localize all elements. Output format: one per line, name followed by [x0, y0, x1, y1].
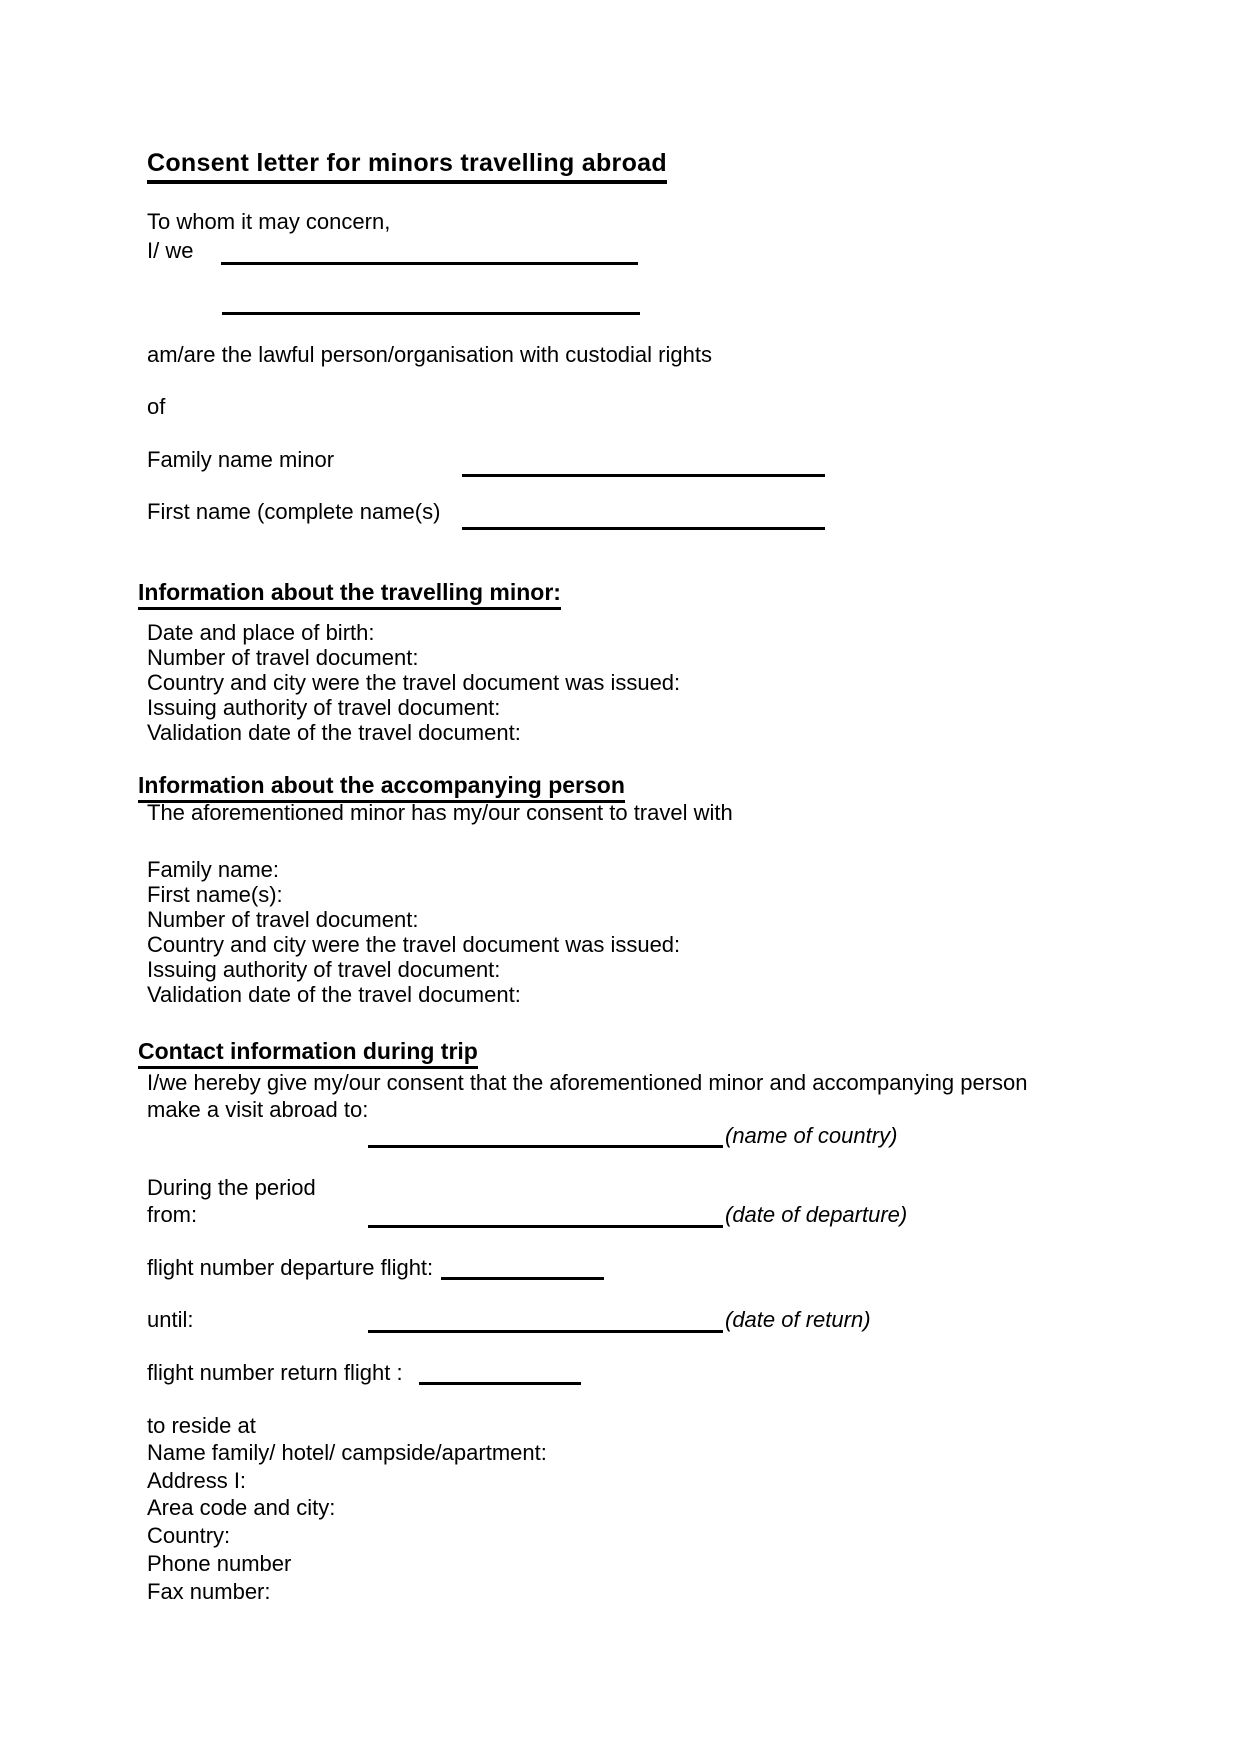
accompanying-intro: The aforementioned minor has my/our consent to travel with	[147, 800, 733, 825]
until-label: until:	[147, 1307, 194, 1332]
accompanying-person-heading: Information about the accompanying person	[138, 773, 625, 803]
travelling-minor-heading: Information about the travelling minor:	[138, 580, 561, 610]
return-flight-label: flight number return flight :	[147, 1360, 403, 1385]
residence-field-line: Name family/ hotel/ campside/apartment:	[147, 1440, 547, 1465]
accompanying-field-line: Country and city were the travel document was issued:	[147, 932, 681, 957]
name-of-country-hint: (name of country)	[725, 1123, 898, 1148]
family-name-minor-label: Family name minor	[147, 447, 335, 472]
minor-field-line: Validation date of the travel document:	[147, 720, 521, 745]
reside-label: to reside at	[147, 1413, 256, 1438]
family-name-minor-blank[interactable]	[462, 474, 825, 477]
accompanying-field-line: Issuing authority of travel document:	[147, 957, 501, 982]
departure-flight-label: flight number departure flight:	[147, 1255, 434, 1280]
of-label: of	[147, 394, 166, 419]
residence-field-line: Phone number	[147, 1551, 292, 1576]
country-blank[interactable]	[368, 1145, 723, 1148]
consent-statement-line1: I/we hereby give my/our consent that the aforementioned minor and accompanying person	[147, 1070, 1028, 1095]
accompanying-field-line: Validation date of the travel document:	[147, 982, 521, 1007]
accompanying-field-line: Number of travel document:	[147, 907, 419, 932]
from-date-blank[interactable]	[368, 1225, 723, 1228]
accompanying-field-line: First name(s):	[147, 882, 283, 907]
residence-field-line: Fax number:	[147, 1579, 271, 1604]
minor-field-line: Date and place of birth:	[147, 620, 375, 645]
custodial-rights-line: am/are the lawful person/organisation with custodial rights	[147, 342, 712, 367]
minor-field-line: Number of travel document:	[147, 645, 419, 670]
from-label: from:	[147, 1202, 198, 1227]
i-we-label: I/ we	[147, 238, 194, 263]
salutation: To whom it may concern,	[147, 209, 391, 234]
date-of-departure-hint: (date of departure)	[725, 1202, 908, 1227]
return-flight-blank[interactable]	[419, 1382, 581, 1385]
second-name-blank[interactable]	[222, 312, 640, 315]
contact-info-heading: Contact information during trip	[138, 1039, 478, 1069]
consent-statement-line2: make a visit abroad to:	[147, 1097, 369, 1122]
i-we-name-blank[interactable]	[221, 262, 638, 265]
document-title: Consent letter for minors travelling abroad	[147, 149, 667, 184]
residence-field-line: Country:	[147, 1523, 231, 1548]
accompanying-field-line: Family name:	[147, 857, 280, 882]
minor-field-line: Issuing authority of travel document:	[147, 695, 501, 720]
first-name-blank[interactable]	[462, 527, 825, 530]
departure-flight-blank[interactable]	[441, 1277, 604, 1280]
during-period-label: During the period	[147, 1175, 316, 1200]
until-date-blank[interactable]	[368, 1330, 723, 1333]
minor-field-line: Country and city were the travel document was issued:	[147, 670, 681, 695]
first-name-label: First name (complete name(s)	[147, 499, 441, 524]
residence-field-line: Address I:	[147, 1468, 247, 1493]
residence-field-line: Area code and city:	[147, 1495, 336, 1520]
date-of-return-hint: (date of return)	[725, 1307, 871, 1332]
